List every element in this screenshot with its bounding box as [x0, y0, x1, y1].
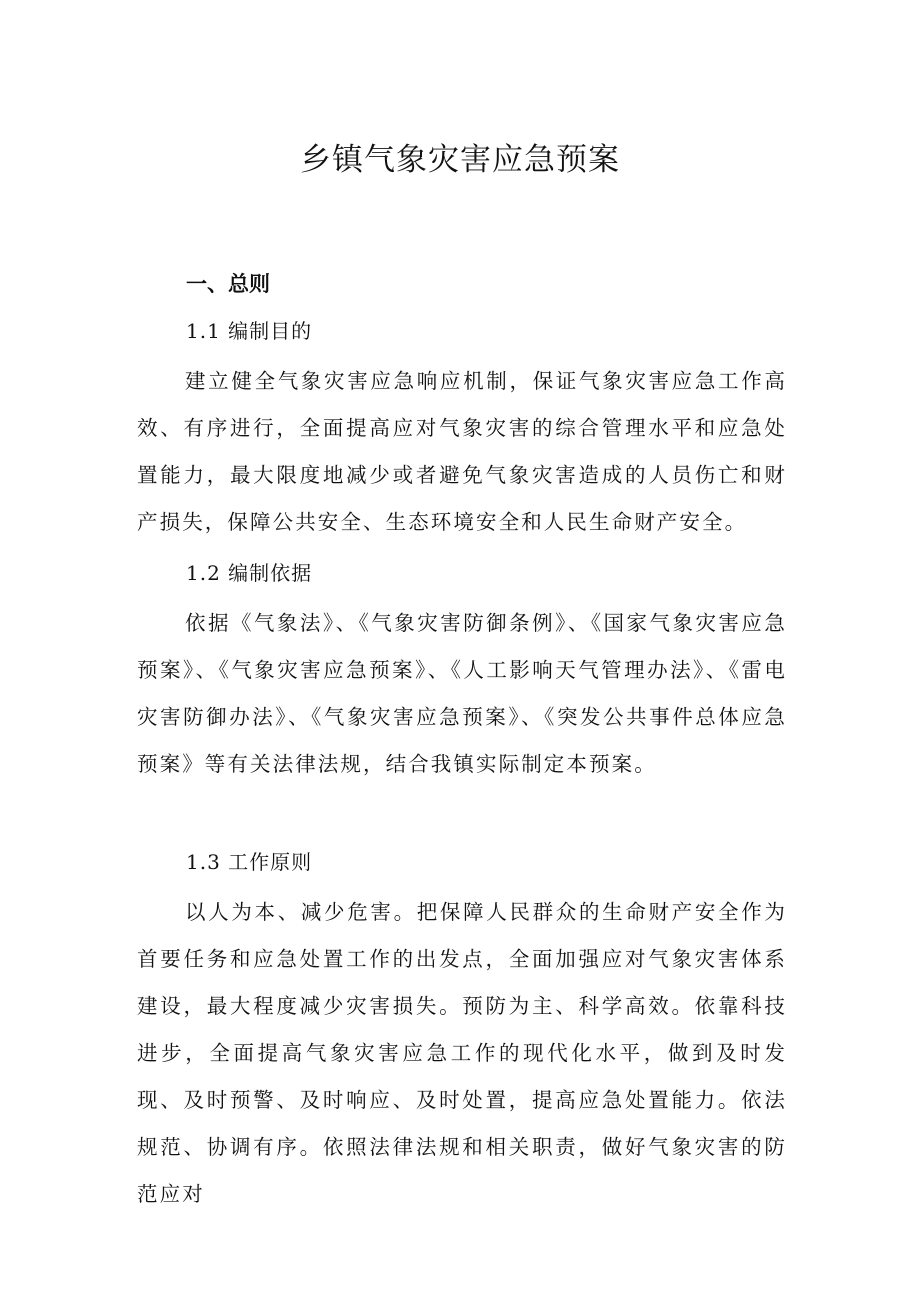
section-heading-general: 一、总则 [186, 272, 270, 296]
paragraph-purpose: 建立健全气象灾害应急响应机制，保证气象灾害应急工作高效、有序进行，全面提高应对气象灾害的综合管理水平和应急处置能力，最大限度地减少或者避免气象灾害造成的人员伤亡和财产损失，保障公共安全、生态环境安全和人民生命财产安全。 [137, 369, 787, 534]
paragraph-basis: 依据《气象法》、《气象灾害防御条例》、《国家气象灾害应急预案》、《气象灾害应急预案》、《人工影响天气管理办法》、《雷电灾害防御办法》、《气象灾害应急预案》、《突发公共事件总体应急预案》等有关法律法规，结合我镇实际制定本预案。 [137, 611, 787, 776]
document-title: 乡镇气象灾害应急预案 [300, 142, 620, 178]
subheading-purpose: 1.1 编制目的 [186, 319, 313, 343]
paragraph-principles: 以人为本、减少危害。把保障人民群众的生命财产安全作为首要任务和应急处置工作的出发点，全面加强应对气象灾害体系建设，最大程度减少灾害损失。预防为主、科学高效。依靠科技进步，全面提高气象灾害应急工作的现代化水平，做到及时发现、及时预警、及时响应、及时处置，提高应急处置能力。依法规范、协调有序。依照法律法规和相关职责，做好气象灾害的防范应对 [137, 900, 787, 1206]
subheading-principles: 1.3 工作原则 [186, 850, 313, 874]
subheading-basis: 1.2 编制依据 [186, 561, 313, 585]
